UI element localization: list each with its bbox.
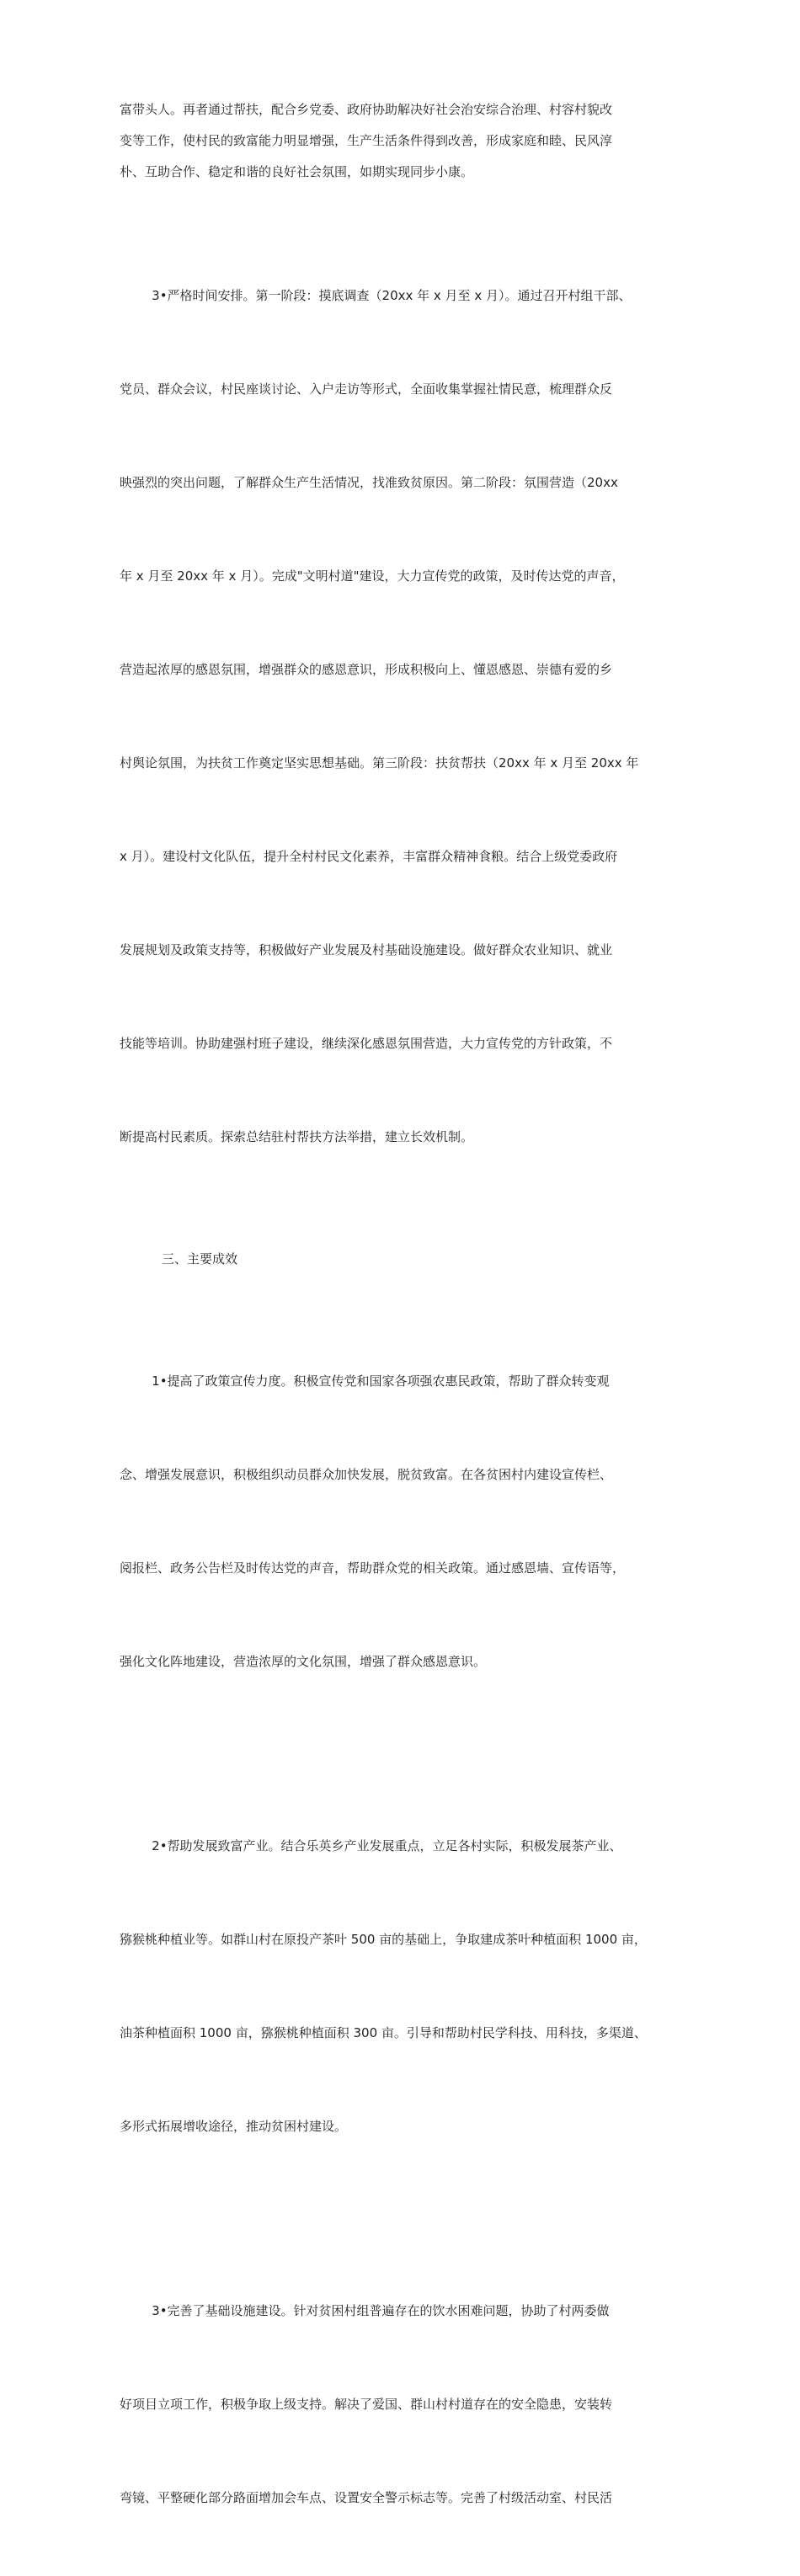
text-line: 多形式拓展增收途径，推动贫困村建设。 — [120, 2119, 348, 2134]
text-line: 2•帮助发展致富产业。结合乐英乡产业发展重点，立足各村实际，积极发展茶产业、 — [120, 1838, 622, 1853]
paragraph-gap — [120, 2205, 696, 2233]
text-line: 党员、群众会议，村民座谈讨论、入户走访等形式，全面收集掌握社情民意，梳理群众反 — [120, 381, 613, 397]
text-line: 3•完善了基础设施建设。针对贫困村组普遍存在的饮水困难问题，协助了村两委做 — [120, 2303, 610, 2318]
document-body — [120, 94, 696, 2576]
paragraph-gap — [120, 188, 696, 218]
text-line: 3•严格时间安排。第一阶段：摸底调查（20xx 年 x 月至 x 月）。通过召开村组干部、 — [120, 288, 632, 303]
paragraph-5 — [120, 2233, 696, 2576]
text-line: 弯镜、平整硬化部分路面增加会车点、设置安全警示标志等。完善了村级活动室、村民活 — [120, 2490, 613, 2505]
paragraph-gap — [120, 1275, 696, 1304]
text-line: 营造起浓厚的感恩氛围，增强群众的感恩意识，形成积极向上、懂恩感恩、崇德有爱的乡 — [120, 662, 613, 677]
text-line: 富带头人。再者通过帮扶，配合乡党委、政府协助解决好社会治安综合治理、村容村貌改 — [120, 102, 613, 117]
paragraph-2 — [120, 218, 696, 1215]
text-line: 好项目立项工作，积极争取上级支持。解决了爱国、群山村村道存在的安全隐患，安装转 — [120, 2397, 613, 2412]
text-line: 油茶种植面积 1000 亩，猕猴桃种植面积 300 亩。引导和帮助村民学科技、用科技，多渠道、 — [120, 2025, 647, 2040]
text-line: 技能等培训。协助建强村班子建设，继续深化感恩氛围营造，大力宣传党的方针政策，不 — [120, 1036, 613, 1051]
text-line: 村舆论氛围，为扶贫工作奠定坚实思想基础。第三阶段：扶贫帮扶（20xx 年 x 月至 20xx 年 — [120, 755, 639, 771]
paragraph-4 — [120, 1768, 696, 2205]
text-line: 映强烈的突出问题，了解群众生产生活情况，找准致贫原因。第二阶段：氛围营造（20xx — [120, 475, 618, 490]
paragraph-gap — [120, 1740, 696, 1768]
text-line: 阅报栏、政务公告栏及时传达党的声音，帮助群众党的相关政策。通过感恩墙、宣传语等， — [120, 1560, 626, 1576]
paragraph-gap — [120, 1215, 696, 1244]
section-heading: 三、主要成效 — [162, 1251, 238, 1267]
text-line: x 月）。建设村文化队伍，提升全村村民文化素养，丰富群众精神食粮。结合上级党委政府 — [120, 849, 618, 864]
text-line: 1•提高了政策宣传力度。积极宣传党和国家各项强农惠民政策，帮助了群众转变观 — [120, 1373, 610, 1389]
text-line: 朴、互助合作、稳定和谐的良好社会氛围，如期实现同步小康。 — [120, 164, 474, 179]
text-line: 猕猴桃种植业等。如群山村在原投产茶叶 500 亩的基础上，争取建成茶叶种植面积 1000 亩， — [120, 1932, 647, 1947]
paragraph-3 — [120, 1304, 696, 1740]
paragraph-1 — [120, 94, 696, 188]
text-line: 年 x 月至 20xx 年 x 月）。完成"文明村道"建设，大力宣传党的政策，及时传达党的声音， — [120, 568, 625, 584]
text-line: 变等工作，使村民的致富能力明显增强，生产生活条件得到改善，形成家庭和睦、民风淳 — [120, 133, 613, 148]
text-line: 发展规划及政策支持等，积极做好产业发展及村基础设施建设。做好群众农业知识、就业 — [120, 942, 613, 957]
text-line: 强化文化阵地建设，营造浓厚的文化氛围，增强了群众感恩意识。 — [120, 1654, 487, 1669]
text-line: 念、增强发展意识，积极组织动员群众加快发展，脱贫致富。在各贫困村内建设宣传栏、 — [120, 1467, 613, 1482]
text-line: 断提高村民素质。探索总结驻村帮扶方法举措，建立长效机制。 — [120, 1129, 474, 1144]
